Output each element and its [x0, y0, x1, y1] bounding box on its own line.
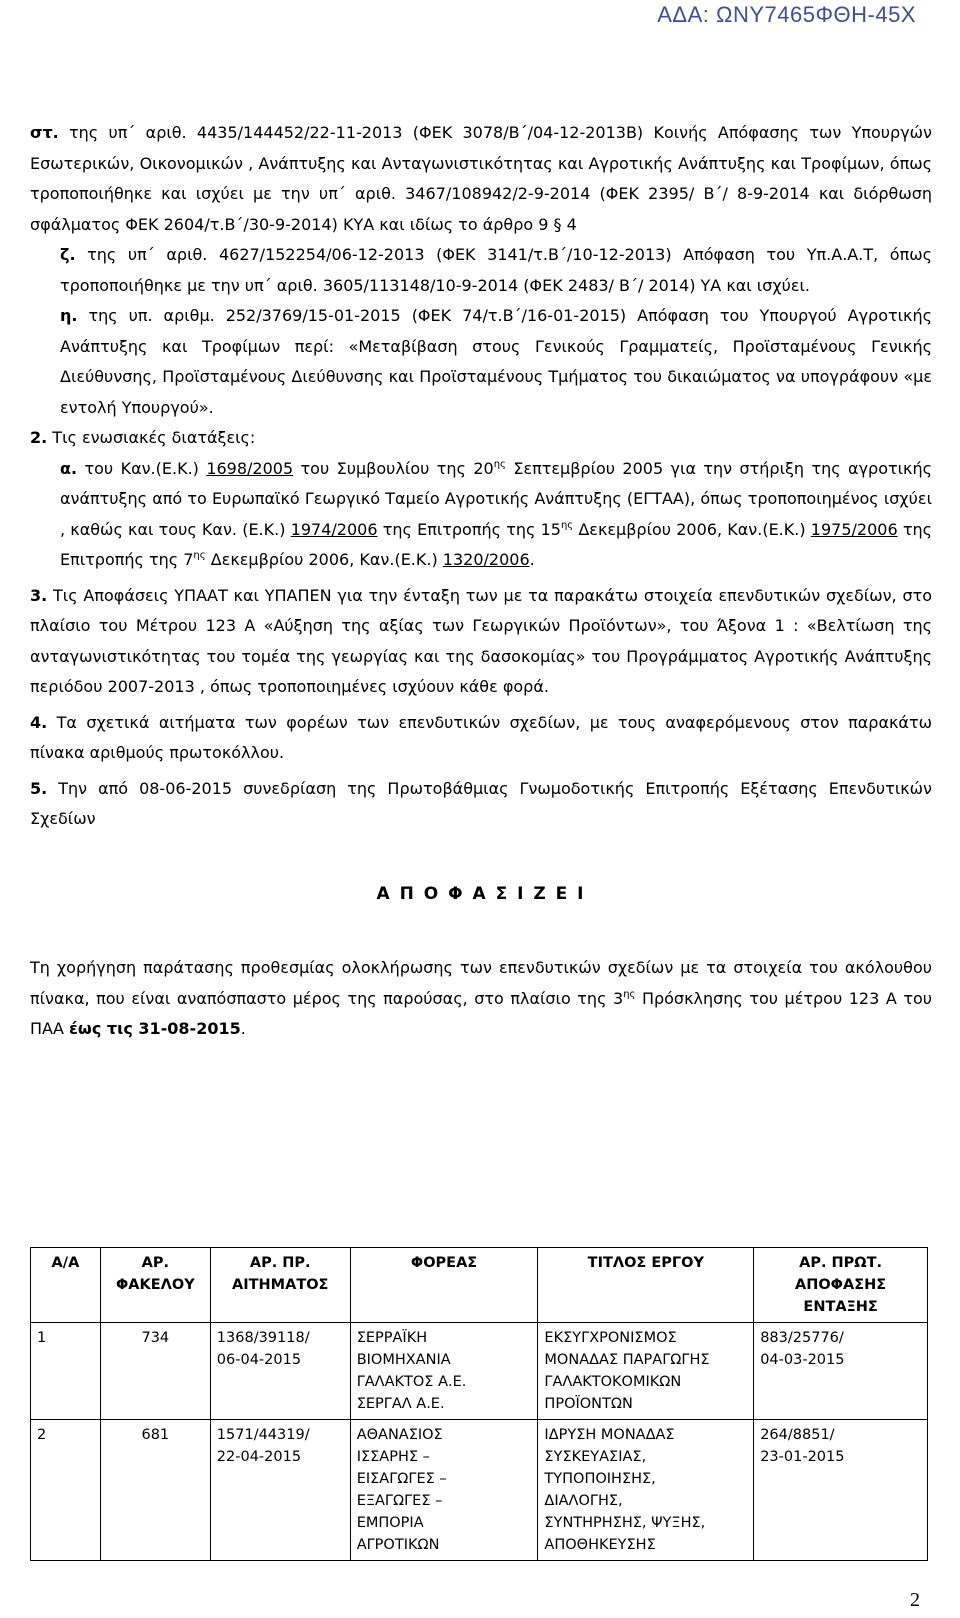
header-line: ΑΡ. ΠΡ. — [249, 1255, 311, 1271]
cell-line: ΤΥΠΟΠΟΙΗΣΗΣ, — [544, 1471, 656, 1487]
decision-title: Α Π Ο Φ Α Σ Ι Ζ Ε Ι — [376, 883, 586, 904]
cell-aa: 2 — [31, 1420, 101, 1561]
header-line: ΑΙΤΗΜΑΤΟΣ — [232, 1277, 329, 1293]
cell-title — [538, 1420, 754, 1561]
cell-decision — [754, 1323, 928, 1420]
cell-line: ΕΙΣΑΓΩΓΕΣ – — [356, 1471, 447, 1487]
cell-line: 1571/44319/ — [216, 1427, 310, 1443]
item-text-st: της υπ΄ αριθ. 4435/144452/22-11-2013 (ΦΕΚ 3078/Β΄/04-12-2013Β) Κοινής Απόφασης των Υπουργών Εσωτερικών, Οικονομικών , Ανάπτυξης και Ανταγωνιστικότητας και Αγροτικής Ανάπτυξης και Τροφίμων, όπως τροποποιήθηκε και ισχύει με την υπ΄ αριθ. 3467/108942/2-9-2014 (ΦΕΚ 2395/ Β΄/ 8-9-2014 και διόρθωση σφάλματος ΦΕΚ 2604/τ.Β΄/30-9-2014) ΚΥΑ και ιδίως το άρθρο 9 § 4 — [30, 123, 932, 234]
regulation-ref: 1698/2005 — [206, 458, 294, 478]
ordinal-suffix: ης — [560, 519, 574, 531]
paragraph-4 — [30, 708, 932, 769]
item-text-a-8: . — [529, 550, 535, 569]
header-title — [538, 1248, 754, 1323]
cell-line: ΣΕΡΡΑΪΚΗ — [356, 1330, 428, 1346]
item-text-4: Τα σχετικά αιτήματα των φορέων των επενδυτικών σχεδίων, με τους αναφερόμενους στον παρακάτω πίνακα αριθμούς πρωτοκόλλου. — [30, 712, 932, 762]
paragraph-3 — [30, 581, 932, 703]
paragraph-h — [30, 301, 932, 423]
page-number: 2 — [910, 1589, 920, 1611]
cell-line: ΣΥΣΚΕΥΑΣΙΑΣ, — [544, 1449, 647, 1465]
item-text-a-4: της Επιτροπής της 15 — [377, 519, 561, 539]
header-line: ΦΑΚΕΛΟΥ — [115, 1277, 195, 1293]
item-text-a-1: του Καν.(Ε.Κ.) — [77, 458, 207, 478]
cell-line: 04-03-2015 — [760, 1352, 845, 1368]
header-body — [350, 1248, 538, 1323]
paragraph-2 — [30, 423, 932, 454]
paragraph-z — [30, 240, 932, 301]
table-header-row — [31, 1248, 928, 1323]
cell-folder: 681 — [100, 1420, 210, 1561]
cell-line: ΙΔΡΥΣΗ ΜΟΝΑΔΑΣ — [544, 1427, 675, 1443]
header-line: ΑΡ. — [141, 1255, 169, 1271]
deadline: έως τις 31-08-2015 — [69, 1019, 241, 1038]
item-label-5: 5. — [30, 778, 48, 798]
item-text-a-2: του Συμβουλίου της 20 — [293, 458, 494, 478]
cell-line: 22-04-2015 — [216, 1449, 302, 1465]
header-line: ΕΝΤΑΞΗΣ — [803, 1299, 878, 1315]
regulation-ref: 1975/2006 — [810, 519, 898, 539]
cell-line: 264/8851/ — [760, 1427, 835, 1443]
item-label-3: 3. — [30, 585, 48, 605]
item-text-a-7: Δεκεμβρίου 2006, Καν.(Ε.Κ.) — [205, 550, 443, 569]
decision-paragraph — [30, 953, 932, 1045]
item-label-4: 4. — [30, 712, 48, 732]
item-label-a: α. — [60, 458, 78, 478]
ada-code: ΑΔΑ: ΩΝΥ7465ΦΘΗ-45Χ — [657, 2, 916, 27]
cell-request — [210, 1323, 350, 1420]
ordinal-suffix: ης — [623, 988, 636, 1000]
cell-line: ΕΜΠΟΡΙΑ — [356, 1515, 424, 1531]
cell-line: ΑΠΟΘΗΚΕΥΣΗΣ — [544, 1537, 656, 1553]
cell-line: 23-01-2015 — [760, 1449, 845, 1465]
ordinal-suffix: ης — [193, 550, 206, 561]
table-row — [31, 1420, 928, 1561]
cell-line: ΜΟΝΑΔΑΣ ΠΑΡΑΓΩΓΗΣ — [544, 1352, 710, 1368]
cell-line: ΕΚΣΥΓΧΡΟΝΙΣΜΟΣ — [544, 1330, 677, 1346]
cell-line: ΓΑΛΑΚΤΟΣ Α.Ε. — [356, 1374, 467, 1390]
item-text-h: της υπ. αριθμ. 252/3769/15-01-2015 (ΦΕΚ 74/τ.Β΄/16-01-2015) Απόφαση του Υπουργού Αγροτικής Ανάπτυξης και Τροφίμων περί: «Μεταβίβαση στους Γενικούς Γραμματείς, Προϊσταμένους Γενικής Διεύθυνσης, Προϊσταμένους Διεύθυνσης και Προϊσταμένους Τμήματος του δικαιώματος να υπογράφουν «με εντολή Υπουργού». — [60, 306, 932, 417]
header-aa — [31, 1248, 101, 1323]
document-body — [30, 118, 932, 1045]
cell-body — [350, 1323, 538, 1420]
item-text-3: Τις Αποφάσεις ΥΠΑΑΤ και ΥΠΑΠΕΝ για την ένταξη των με τα παρακάτω στοιχεία επενδυτικών σχεδίων, στο πλαίσιο του Μέτρου 123 Α «Αύξηση της αξίας των Γεωργικών Προϊόντων», του Άξονα 1 : «Βελτίωση της ανταγωνιστικότητας του τομέα της γεωργίας και της δασοκομίας» του Προγράμματος Αγροτικής Ανάπτυξης περιόδου 2007-2013 , όπως τροποποιημένες ισχύουν κάθε φορά. — [30, 585, 932, 696]
item-text-a-3: Σεπτεμβρίου 2005 για την στήριξη της αγροτικής ανάπτυξης από το Ευρωπαϊκό Γεωργικό Ταμείο Αγροτικής Ανάπτυξης (ΕΓΤΑΑ), όπως τροποποιημένος ισχύει , καθώς και τους Καν. (Ε.Κ.) — [60, 458, 933, 539]
decision-text-3: . — [240, 1019, 246, 1038]
cell-line: ΔΙΑΛΟΓΗΣ, — [544, 1493, 623, 1509]
cell-line: ΕΞΑΓΩΓΕΣ – — [356, 1493, 443, 1509]
header-request — [210, 1248, 350, 1323]
item-text-a-5: Δεκεμβρίου 2006, Καν.(Ε.Κ.) — [573, 519, 811, 539]
item-label-h: η. — [60, 306, 78, 325]
item-text-5: Την από 08-06-2015 συνεδρίαση της Πρωτοβάθμιας Γνωμοδοτικής Επιτροπής Εξέτασης Επενδυτικών Σχεδίων — [30, 778, 932, 828]
ordinal-suffix: ης — [493, 458, 506, 470]
regulation-ref: 1320/2006 — [442, 550, 530, 569]
item-text-z: της υπ΄ αριθ. 4627/152254/06-12-2013 (ΦΕΚ 3141/τ.Β΄/10-12-2013) Απόφαση του Υπ.Α.Α.Τ, όπως τροποποιήθηκε με την υπ΄ αριθ. 3605/113148/10-9-2014 (ΦΕΚ 2483/ Β΄/ 2014) ΥΑ και ισχύει. — [60, 245, 932, 295]
cell-line: 06-04-2015 — [216, 1352, 302, 1368]
regulation-ref: 1974/2006 — [290, 519, 378, 539]
item-label-z: ζ. — [60, 245, 76, 264]
decision-text-1: Τη χορήγηση παράτασης προθεσμίας ολοκλήρωσης των επενδυτικών σχεδίων με τα στοιχεία του ακόλουθου πίνακα, που είναι αναπόσπαστο μέρος της παρούσας, στο πλαίσιο της 3 — [30, 958, 932, 1008]
header-line: ΑΠΟΦΑΣΗΣ — [795, 1277, 887, 1293]
cell-line: ΣΕΡΓΑΛ Α.Ε. — [356, 1396, 445, 1412]
paragraph-a — [30, 454, 932, 576]
cell-line: ΠΡΟΪΟΝΤΩΝ — [544, 1396, 633, 1412]
cell-decision — [754, 1420, 928, 1561]
paragraph-5 — [30, 774, 932, 835]
cell-request — [210, 1420, 350, 1561]
header-decision — [754, 1248, 928, 1323]
item-label-2: 2. — [30, 428, 48, 447]
item-label-st: στ. — [30, 123, 59, 142]
projects-table — [30, 1247, 928, 1561]
cell-line: 1368/39118/ — [216, 1330, 310, 1346]
header-line: ΤΙΤΛΟΣ ΕΡΓΟΥ — [587, 1255, 704, 1271]
cell-folder: 734 — [100, 1323, 210, 1420]
cell-line: ΑΓΡΟΤΙΚΩΝ — [356, 1537, 440, 1553]
cell-line: ΒΙΟΜΗΧΑΝΙΑ — [356, 1352, 451, 1368]
item-text-2: Τις ενωσιακές διατάξεις: — [47, 428, 256, 447]
item-text-a-6: της Επιτροπής της 7 — [60, 519, 932, 569]
cell-line: 883/25776/ — [760, 1330, 844, 1346]
header-line: Α/Α — [51, 1255, 80, 1271]
header-line: ΦΟΡΕΑΣ — [410, 1255, 478, 1271]
cell-aa: 1 — [31, 1323, 101, 1420]
cell-line: ΙΣΣΑΡΗΣ – — [356, 1449, 430, 1465]
table-row — [31, 1323, 928, 1420]
cell-title — [538, 1323, 754, 1420]
cell-line: ΣΥΝΤΗΡΗΣΗΣ, ΨΥΞΗΣ, — [544, 1515, 706, 1531]
decision-text-2: Πρόσκλησης του μέτρου 123 Α του ΠΑΑ — [30, 988, 932, 1038]
header-folder — [100, 1248, 210, 1323]
cell-line: ΑΘΑΝΑΣΙΟΣ — [356, 1427, 443, 1443]
paragraph-st — [30, 118, 932, 240]
cell-line: ΓΑΛΑΚΤΟΚΟΜΙΚΩΝ — [544, 1374, 682, 1390]
header-line: ΑΡ. ΠΡΩΤ. — [799, 1255, 883, 1271]
cell-body — [350, 1420, 538, 1561]
